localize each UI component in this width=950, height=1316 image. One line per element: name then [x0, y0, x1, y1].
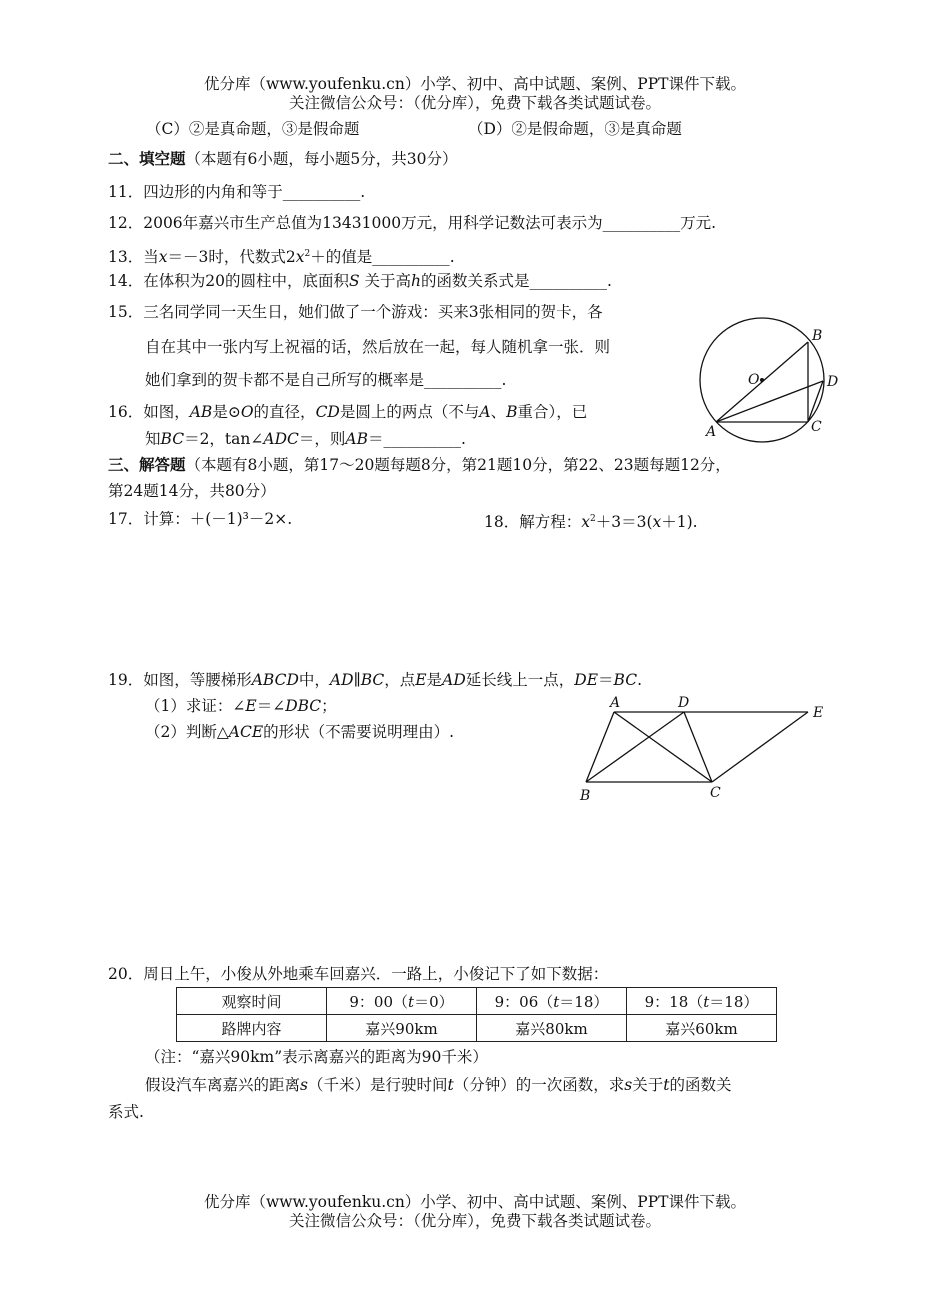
table-header-sign: 路牌内容: [177, 1015, 327, 1042]
question-20-para-2: 系式.: [108, 1103, 144, 1121]
q18-text-b: ＋3＝3(: [595, 513, 653, 532]
q16-text-i: ＝，则: [298, 430, 346, 448]
q19-p1-text-c: ；: [321, 697, 337, 715]
question-20-note: （注：“嘉兴90km”表示离嘉兴的距离为90千米）: [145, 1048, 488, 1066]
label-a: A: [706, 424, 717, 440]
question-15-line-2: 自在其中一张内写上祝福的话，然后放在一起，每人随机拿一张．则: [145, 338, 611, 356]
q19-p1-text-a: （1）求证：∠: [145, 697, 246, 715]
q13-var-x2: x: [295, 248, 305, 267]
q19-text-h: .: [637, 671, 643, 689]
section-3-title: 三、解答题: [108, 455, 186, 474]
q16-var-a: A: [479, 403, 491, 421]
q19-text-a: 19．如图，等腰梯形: [108, 671, 252, 689]
q19-p1-text-b: ＝∠: [256, 697, 286, 715]
q16-text-c: 的直径，: [253, 403, 316, 421]
q19-p2-text-b: 的形状（不需要说明理由）.: [263, 723, 455, 741]
section-2-heading: [108, 149, 457, 169]
q19-var-ad: AD: [329, 671, 354, 689]
q14-var-s: S: [348, 272, 360, 290]
q19-var-ad2: AD: [442, 671, 466, 689]
table-cell: [627, 988, 777, 1015]
label-d: D: [827, 374, 839, 390]
question-16-line-1: [108, 402, 587, 422]
section-3-desc: （本题有8小题，第17～20题每题8分，第21题10分，第22、23题每题12分，: [185, 456, 731, 474]
section-3-desc-2: 第24题14分，共80分）: [108, 482, 276, 500]
table-cell: [477, 988, 627, 1015]
label-c: C: [811, 419, 822, 435]
section-2-title: 二、填空题: [108, 149, 186, 168]
q13-text-a: 13．当: [108, 248, 159, 267]
circle-figure: [690, 318, 850, 448]
q19-p2-text-a: （2）判断△: [145, 723, 229, 741]
q19-text-c: ∥: [353, 671, 361, 689]
q19-p1-var-dbc: DBC: [285, 697, 322, 715]
time-2-b: ＝18）: [709, 992, 759, 1011]
table-cell: 嘉兴60km: [627, 1015, 777, 1042]
label-d: D: [678, 695, 690, 711]
trapezoid-figure: [570, 692, 840, 812]
question-15-line-3: 她们拿到的贺卡都不是自己所写的概率是__________.: [145, 371, 507, 389]
time-2-a: 9：18（: [644, 992, 704, 1011]
q20-var-t2: t: [663, 1076, 670, 1094]
q19-var-de: DE: [574, 671, 599, 689]
q19-p1-var-e: E: [245, 697, 257, 715]
q19-var-e: E: [415, 671, 427, 689]
question-13: [108, 244, 455, 267]
q14-var-h: h: [411, 272, 421, 290]
q13-sup: 2: [304, 249, 311, 259]
q14-text-c: 的函数关系式是__________.: [421, 272, 612, 290]
table-row: [177, 1015, 777, 1042]
question-17: 17．计算：＋(－1)³－2×.: [108, 510, 293, 528]
section-3-heading: [108, 455, 731, 475]
footer-line-2: 关注微信公众号：（优分库），免费下载各类试题试卷。: [288, 1212, 661, 1230]
label-o: O: [748, 372, 760, 388]
section-2-desc: （本题有6小题，每小题5分，共30分）: [185, 150, 458, 168]
q16-var-ab2: AB: [345, 430, 368, 448]
q19-text-d: ，点: [384, 671, 416, 689]
q19-text-b: 中，: [298, 671, 330, 689]
table-cell: [327, 988, 477, 1015]
q18-var-x: x: [581, 513, 590, 532]
question-20-para-1: [145, 1075, 731, 1095]
q20-var-s2: s: [624, 1076, 633, 1094]
q16-text-e: 、: [490, 403, 507, 421]
question-18: [484, 509, 698, 532]
q16-var-cd: CD: [315, 403, 340, 421]
question-15-line-1: 15．三名同学同一天生日，她们做了一个游戏：买来3张相同的贺卡，各: [108, 303, 603, 321]
question-20-intro: 20．周日上午，小俊从外地乘车回嘉兴．一路上，小俊记下了如下数据：: [108, 965, 609, 983]
question-14: [108, 271, 612, 291]
q16-var-ab: AB: [189, 403, 213, 421]
q16-text-h: ＝2，tan∠: [184, 430, 264, 448]
question-19-part-1: [145, 696, 337, 716]
q19-p2-var-ace: ACE: [228, 723, 264, 741]
q16-var-adc: ADC: [263, 430, 299, 448]
label-b: B: [580, 788, 591, 804]
q20-text-c: （分钟）的一次函数，求: [453, 1076, 625, 1094]
q18-text-c: ＋1).: [661, 513, 698, 532]
time-2-t: t: [703, 992, 710, 1011]
time-0-t: t: [408, 992, 415, 1011]
time-0-a: 9：00（: [349, 992, 409, 1011]
q16-text-f: 重合），已: [517, 403, 588, 421]
q18-sup: 2: [589, 514, 596, 524]
q19-var-bc2: BC: [613, 671, 638, 689]
q14-text-b: 关于高: [359, 272, 412, 290]
q16-var-o: O: [240, 403, 254, 421]
q19-text-e: 是: [426, 671, 443, 689]
question-11: 11．四边形的内角和等于__________.: [108, 183, 366, 201]
segment-ad: [716, 381, 823, 422]
time-1-a: 9：06（: [494, 992, 554, 1011]
q10-option-d: （D）②是假命题，③是真命题: [468, 120, 682, 138]
table-cell: 嘉兴80km: [477, 1015, 627, 1042]
q14-text-a: 14．在体积为20的圆柱中，底面积: [108, 272, 349, 290]
label-e: E: [813, 705, 824, 721]
question-16-line-2: [145, 429, 466, 449]
observation-table: [176, 987, 777, 1042]
q16-text-b: 是⊙: [212, 403, 241, 421]
q16-text-g: 知: [145, 430, 161, 448]
label-b: B: [812, 328, 823, 344]
time-1-b: ＝18）: [559, 992, 609, 1011]
header-line-1: 优分库（www.youfenku.cn）小学、初中、高中试题、案例、PPT课件下载。: [203, 75, 747, 93]
q10-option-c: （C）②是真命题，③是假命题: [146, 120, 360, 138]
q16-text-d: 是圆上的两点（不与: [339, 403, 480, 421]
table-row: [177, 988, 777, 1015]
q19-var-bc: BC: [360, 671, 385, 689]
segment-ce: [712, 712, 808, 782]
q19-text-g: ＝: [598, 671, 614, 689]
question-19: [108, 670, 642, 690]
q20-var-t: t: [447, 1076, 454, 1094]
center-point: [760, 378, 764, 382]
label-c: C: [710, 785, 721, 801]
time-1-t: t: [553, 992, 560, 1011]
q18-var-x2: x: [652, 513, 662, 532]
q20-text-e: 的函数关: [669, 1076, 732, 1094]
q19-var-abcd: ABCD: [251, 671, 299, 689]
q16-text-a: 16．如图，: [108, 403, 190, 421]
q20-text-b: （千米）是行驶时间: [307, 1076, 448, 1094]
q19-text-f: 延长线上一点，: [465, 671, 575, 689]
q13-var-x: x: [158, 248, 168, 267]
label-a: A: [610, 695, 621, 711]
q16-var-bc: BC: [160, 430, 185, 448]
q13-text-b: ＝－3时，代数式2: [167, 248, 296, 267]
q20-text-d: 关于: [632, 1076, 664, 1094]
q18-text-a: 18．解方程：: [484, 513, 582, 532]
q16-var-b: B: [506, 403, 518, 421]
question-12: 12．2006年嘉兴市生产总值为13431000万元，用科学记数法可表示为__________万元.: [108, 214, 716, 232]
table-header-time: 观察时间: [177, 988, 327, 1015]
q16-text-j: ＝__________.: [367, 430, 466, 448]
q20-var-s: s: [300, 1076, 308, 1094]
header-line-2: 关注微信公众号：（优分库），免费下载各类试题试卷。: [288, 94, 661, 112]
q20-text-a: 假设汽车离嘉兴的距离: [145, 1076, 301, 1094]
question-19-part-2: [145, 722, 454, 742]
table-cell: 嘉兴90km: [327, 1015, 477, 1042]
time-0-b: ＝0）: [414, 992, 454, 1011]
q13-text-c: ＋的值是__________.: [310, 248, 455, 267]
footer-line-1: 优分库（www.youfenku.cn）小学、初中、高中试题、案例、PPT课件下载。: [203, 1193, 747, 1211]
